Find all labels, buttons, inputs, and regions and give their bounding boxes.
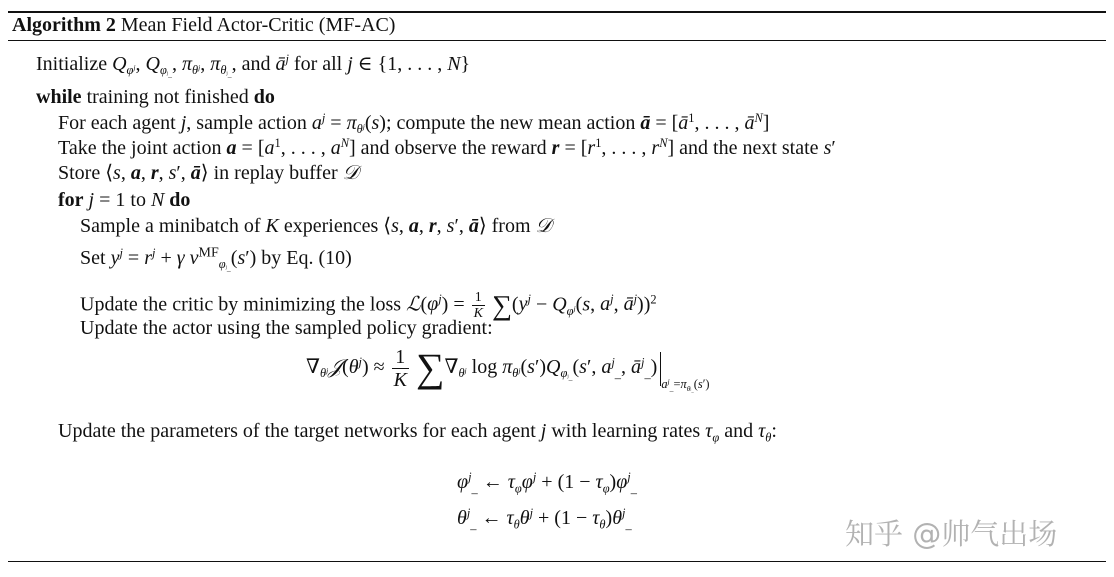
text-update-critic: Update the critic by minimizing the loss [80,293,402,316]
text-compute-mean: ; compute the new mean action [385,112,636,134]
bottom-rule [8,561,1106,562]
text-from: from [491,215,531,237]
line-update-actor [80,318,493,338]
text-experiences: experiences [283,215,379,237]
line-minibatch: Sample a minibatch of K experiences ⟨s, a, r, s′, ā⟩ from 𝒟 [80,215,552,237]
text-sample-minibatch: Sample a minibatch of [80,215,261,237]
kw-do: do [253,86,275,108]
text-for-each-agent: For each agent [58,112,176,134]
text-in-replay: in replay buffer [213,162,338,184]
equation-target-theta: $\theta^j_{\_}$ ← $\tau_\theta\theta^j + (1 - \tau_\theta)\theta^j_{\_}$ [457,506,632,532]
watermark: 知乎 @帅气出场 [845,517,1058,551]
kw-and: and [241,53,271,75]
kw-to: to [130,189,146,211]
algorithm-name: Mean Field Actor-Critic (MF-AC) [120,14,396,36]
text-next-state: and the next state [679,137,819,159]
kw-for-all: for all [293,53,343,75]
text-store: Store [58,162,101,184]
line-update-critic: Update the critic by minimizing the loss $ℒ(\varphi^j)$ = $\frac{1}{K}$ $\sum(y^j - Q_{\varphi^j}(s$, $a^j$, $ā^j))^2$ [80,290,657,322]
text-sample-action: , sample action [186,112,307,134]
text-by-eq: by Eq. (10) [261,247,352,269]
kw-for: for [58,189,84,211]
line-while [36,87,275,107]
kw-while: while [36,86,82,108]
text-and-word: and [724,420,754,442]
equation-target-phi: $\varphi^j_{\_}$ ← $\tau_\varphi\varphi^j + (1 - \tau_\varphi)\varphi^j_{\_}$ [457,470,637,496]
line-sample-action: For each agent j, sample action $a^j = \pi_{\theta^j}(s)$; compute the new mean action ā = [$ā^1$, . . . , $ā^N$] [58,111,770,137]
top-rule [8,11,1106,13]
algorithm-title [12,14,395,37]
kw-initialize: Initialize [36,53,108,75]
text-take-joint: Take the joint action [58,137,222,159]
line-store: Store ⟨s, a, r, s′, ā⟩ in replay buffer 𝒟 [58,162,359,184]
kw-do-2: do [169,189,191,211]
line-joint-action: Take the joint action $a = [a^1$, . . . , $a^N$] and observe the reward $r = [r^1$, . . . , $r^N$] and the next state s′ [58,136,836,159]
algorithm-label: Algorithm 2 [12,14,116,36]
header-rule [8,40,1106,41]
line-update-target: Update the parameters of the target networks for each agent j with learning rates $\tau_\varphi$ and $\tau_\theta$: [58,420,777,445]
text-update-actor: Update the actor using the sampled policy gradient: [80,317,493,339]
line-for-loop: for j = 1 to N do [58,189,191,211]
while-condition: training not finished [86,86,249,108]
equation-policy-gradient: $\nabla_{\theta^j}𝒥(\theta^j)$ ≈ $\frac{1}{K}$ $\sum\nabla_{\theta^j}$ $\log \pi_{\theta^j}(s')Q_{\varphi_{^j\_}}(s'$, $a^j_{\_}$, $ā^j_{\_})_{a^j_{\_}=\pi_{\theta_{^j\_}}(s')}$ [306,345,710,395]
text-observe-reward: and observe the reward [360,137,547,159]
text-with-lr: with learning rates [551,420,701,442]
line-set-y: Set $y^j = r^j + \gamma$ $v^{MF}_{\varphi_{^j\_}}(s')$ by Eq. (10) [80,245,352,274]
text-update-target: Update the parameters of the target networks for each agent [58,420,536,442]
line-initialize: Initialize $Q_{\varphi^j}$, $Q_{\varphi_{^j\_}}$, $\pi_{\theta^j}$, $\pi_{\theta_{^j\_}}$, and $ā^j$ for all j ∈ {1, . . . , N} [36,52,471,80]
text-set: Set [80,247,106,269]
